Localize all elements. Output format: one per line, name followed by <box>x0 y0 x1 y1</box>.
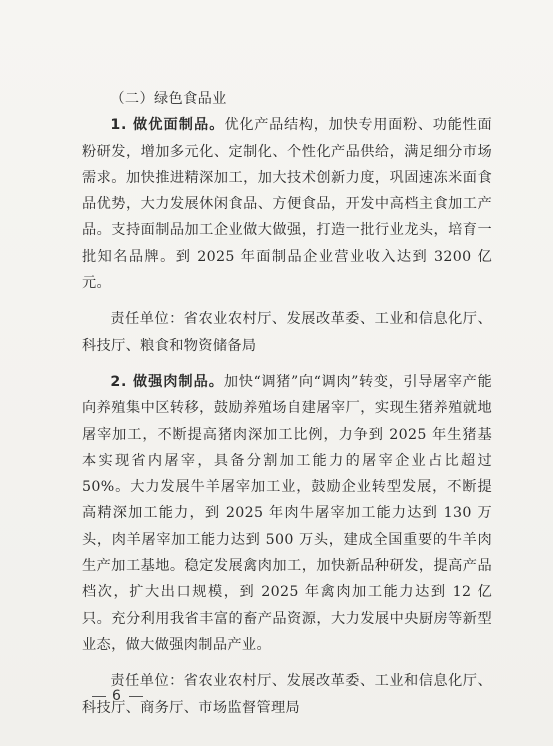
page-number-dash-left <box>92 696 106 697</box>
document-body <box>82 86 492 721</box>
page-number <box>86 688 149 704</box>
paragraph-spacer <box>82 296 492 306</box>
paragraph-spacer <box>82 658 492 668</box>
item-1-responsible: 责任单位：省农业农村厅、发展改革委、工业和信息化厅、科技厅、粮食和物资储备局 <box>82 311 492 354</box>
item-1-title: 1. 做优面制品。 <box>110 117 225 134</box>
item-2-responsible: 责任单位：省农业农村厅、发展改革委、工业和信息化厅、科技厅、商务厅、市场监督管理局 <box>82 673 492 716</box>
page-number-dash-right <box>129 696 143 697</box>
item-1-paragraph <box>82 112 492 296</box>
item-1-body: 优化产品结构，加快专用面粉、功能性面粉研发，增加多元化、定制化、个性化产品供给，满足细分市场需求。加快推进精深加工，加大技术创新力度，巩固速冻米面食品优势，大力发展休闲食品、方便食品，开发中高档主食加工产品。支持面制品加工企业做大做强，打造一批行业龙头，培育一批知名品牌。到 2025 年面制品企业营业收入达到 3200 亿元。 <box>82 117 492 292</box>
item-2-body: 加快“调猪”向“调肉”转变，引导屠宰产能向养殖集中区转移，鼓励养殖场自建屠宰厂，实现生猪养殖就地屠宰加工，不断提高猪肉深加工比例，力争到 2025 年生猪基本实现省内屠宰，具备分割加工能力的屠宰企业占比超过 50%。大力发展牛羊屠宰加工业，鼓励企业转型发展，不断提高精深加工能力，到 2025 年肉牛屠宰加工能力达到 130 万头，肉羊屠宰加工能力达到 500 万头，建成全国重要的牛羊肉生产加工基地。稳定发展禽肉加工，加快新品种研发，提高产品档次，扩大出口规模，到 2025 年禽肉加工能力达到 12 亿只。充分利用我省丰富的畜产品资源，大力发展中央厨房等新型业态，做大做强肉制品产业。 <box>82 373 492 653</box>
page-number-value: 6 <box>112 688 123 704</box>
section-heading: （二）绿色食品业 <box>110 91 227 107</box>
item-2-paragraph <box>82 369 492 658</box>
item-2-title: 2. 做强肉制品。 <box>110 373 224 390</box>
paragraph-spacer <box>82 359 492 369</box>
